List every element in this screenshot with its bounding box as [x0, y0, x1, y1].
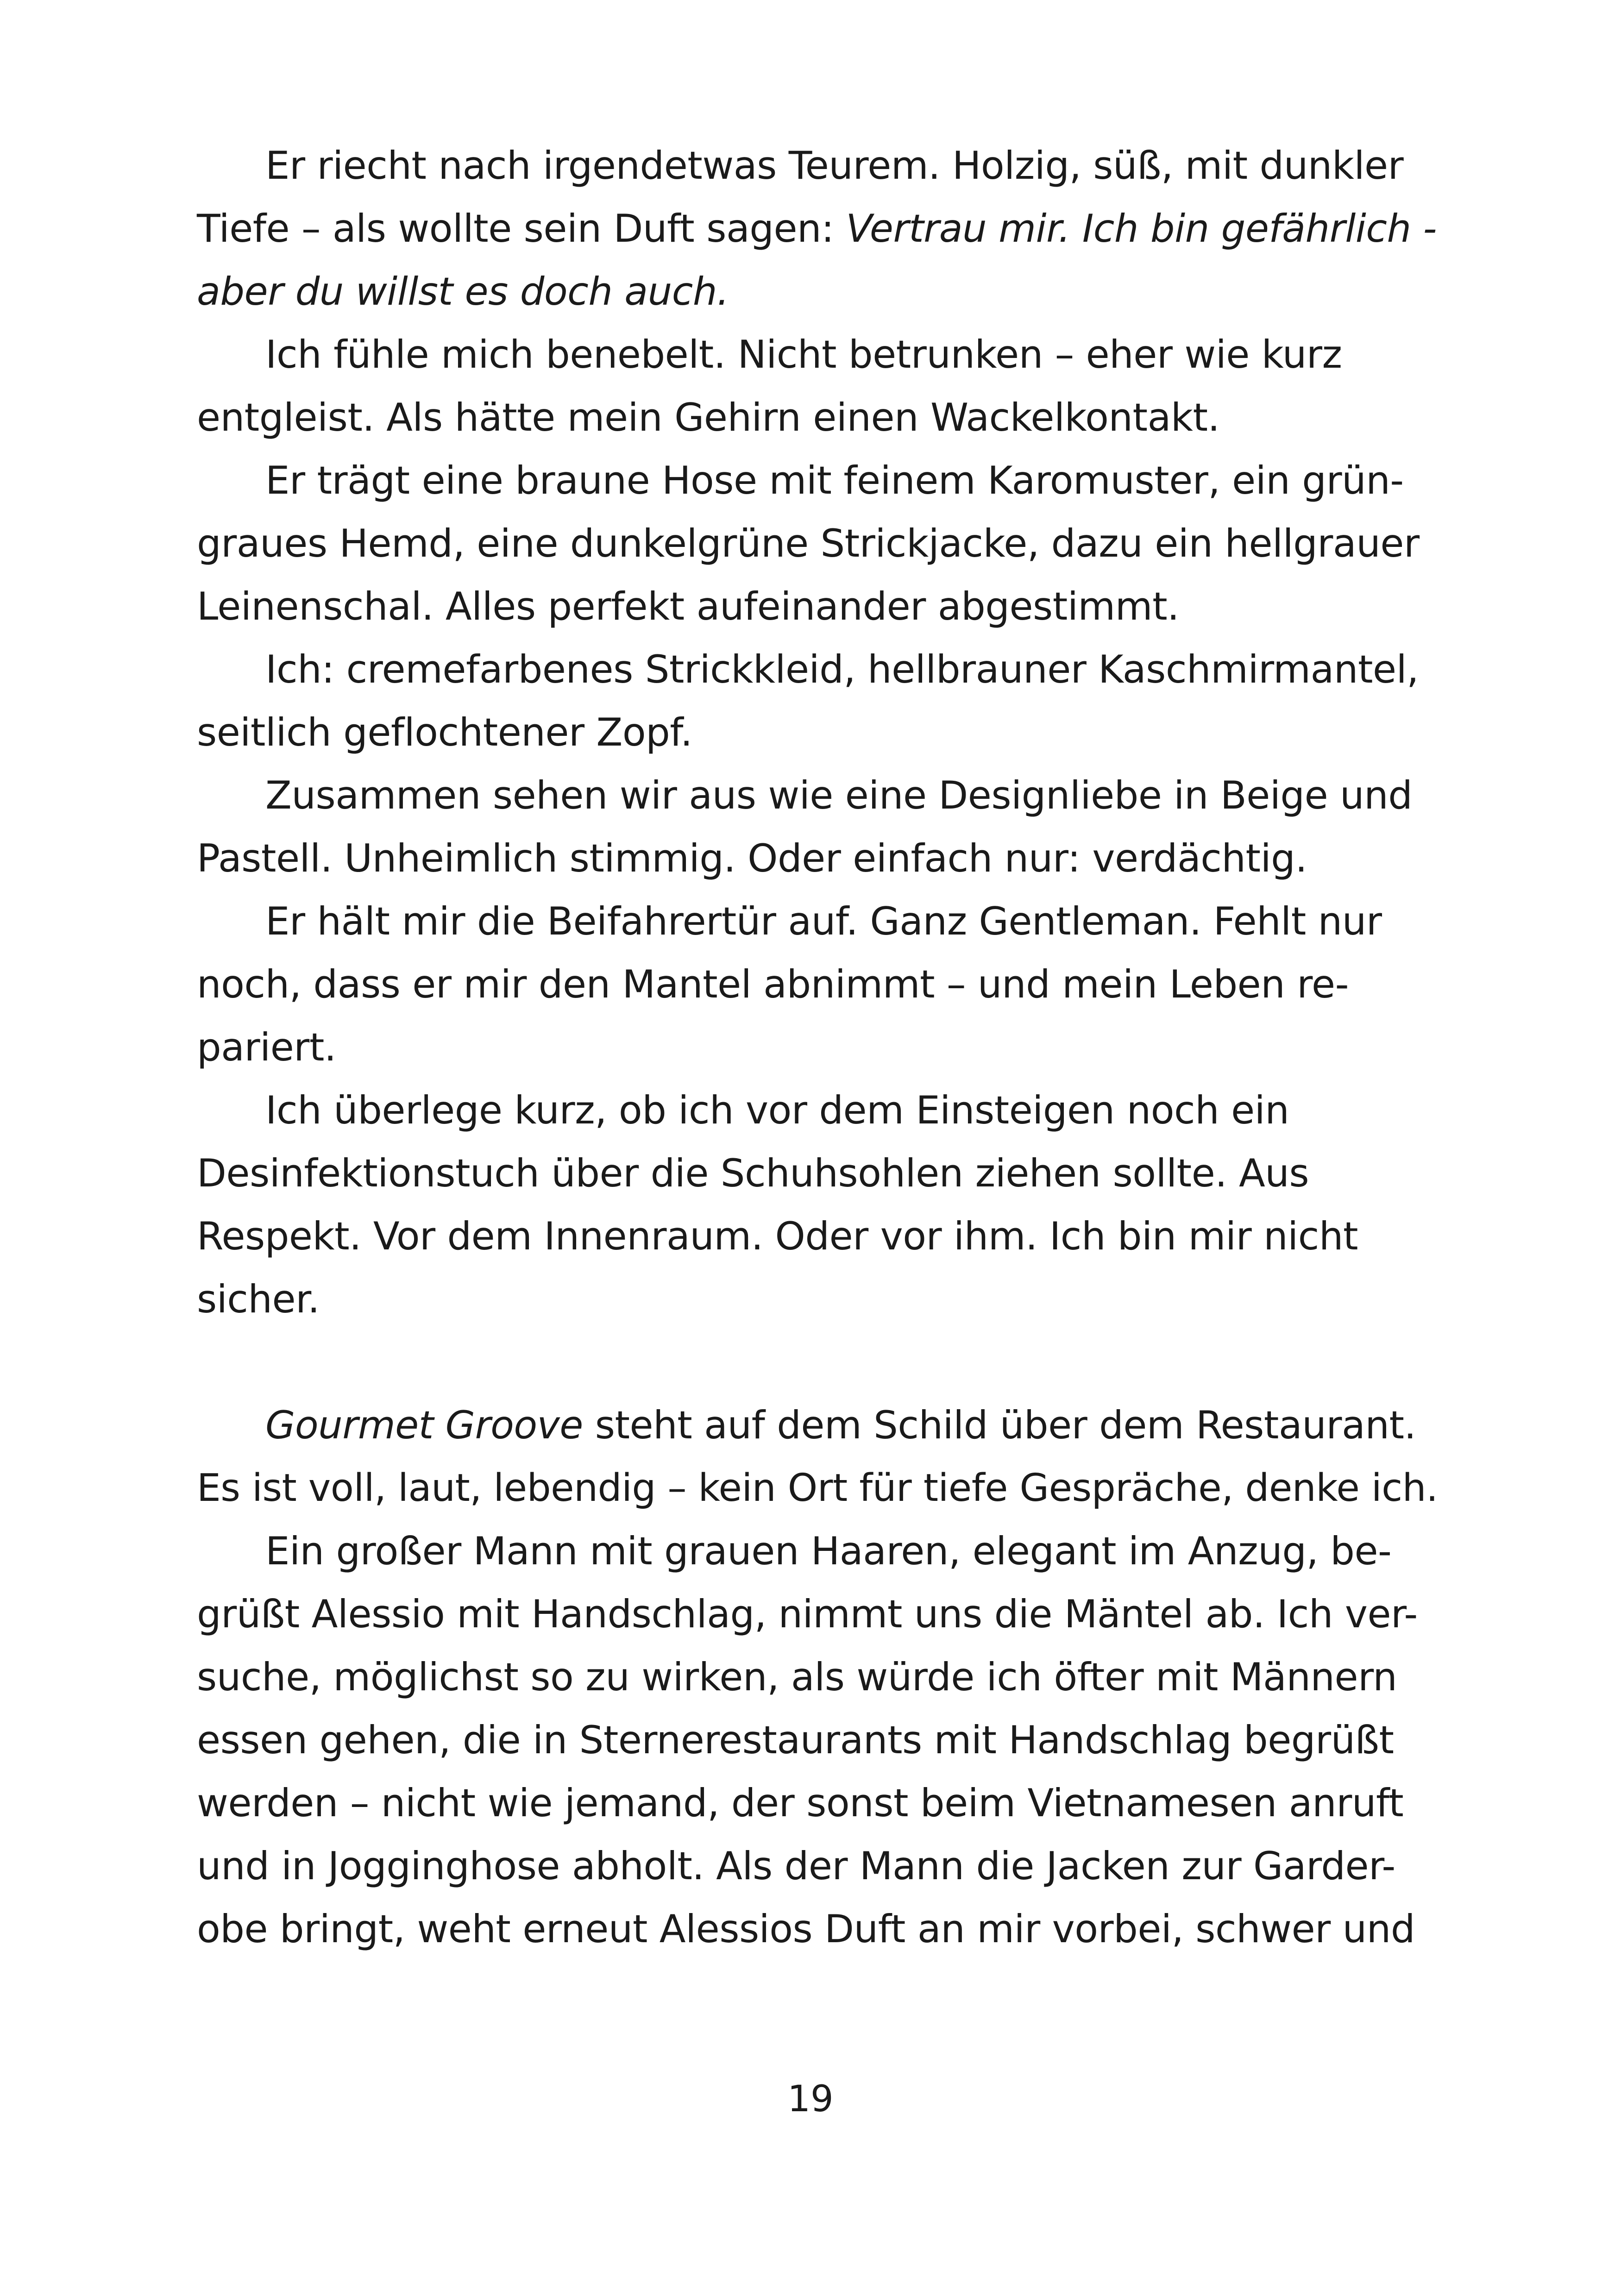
text-line [197, 260, 1438, 323]
text-line [197, 1772, 1438, 1835]
text-line [197, 197, 1438, 260]
text-line [197, 1646, 1438, 1709]
text-line [197, 890, 1438, 953]
line-text: Er trägt eine braune Hose mit feinem Karomuster, ein grün- [265, 458, 1404, 503]
line-text: sicher. [197, 1277, 320, 1322]
text-line [197, 512, 1438, 575]
line-text: Ein großer Mann mit grauen Haaren, elegant im Anzug, be- [265, 1529, 1392, 1574]
text-line [197, 1457, 1438, 1520]
line-text: Ich fühle mich benebelt. Nicht betrunken – eher wie kurz [265, 332, 1342, 377]
line-text: Ich überlege kurz, ob ich vor dem Einsteigen noch ein [265, 1088, 1289, 1133]
text-line [197, 449, 1438, 512]
text-line [197, 827, 1438, 890]
line-text: Leinenschal. Alles perfekt aufeinander abgestimmt. [197, 584, 1180, 629]
line-text: grüßt Alessio mit Handschlag, nimmt uns die Mäntel ab. Ich ver- [197, 1592, 1418, 1637]
text-line [197, 1142, 1438, 1205]
text-line [197, 1898, 1438, 1961]
text-line [197, 638, 1438, 701]
text-line [197, 1583, 1438, 1646]
line-text: essen gehen, die in Sternerestaurants mit Handschlag begrüßt [197, 1718, 1394, 1763]
text-line [197, 1079, 1438, 1142]
italic-text: Gourmet Groove [265, 1403, 583, 1448]
text-line [197, 1205, 1438, 1268]
text-line [197, 1268, 1438, 1331]
line-text: und in Jogginghose abholt. Als der Mann die Jacken zur Garder- [197, 1844, 1395, 1888]
line-text: obe bringt, weht erneut Alessios Duft an mir vorbei, schwer und [197, 1907, 1415, 1951]
body-text [197, 134, 1438, 1961]
italic-text: Vertrau mir. Ich bin gefährlich - [846, 206, 1437, 251]
text-line [197, 575, 1438, 638]
text-line [197, 1520, 1438, 1583]
line-text: steht auf dem Schild über dem Restaurant. [583, 1403, 1416, 1448]
line-text: Es ist voll, laut, lebendig – kein Ort für tiefe Gespräche, denke ich. [197, 1466, 1438, 1510]
line-text: Desinfektionstuch über die Schuhsohlen ziehen sollte. Aus [197, 1151, 1309, 1196]
italic-text: aber du willst es doch auch. [197, 269, 729, 314]
line-text: noch, dass er mir den Mantel abnimmt – und mein Leben re- [197, 962, 1349, 1007]
line-text: Pastell. Unheimlich stimmig. Oder einfach nur: verdächtig. [197, 836, 1307, 881]
line-text: Er riecht nach irgendetwas Teurem. Holzig, süß, mit dunkler [265, 143, 1404, 188]
text-line [197, 323, 1438, 386]
text-line [197, 134, 1438, 197]
line-text: graues Hemd, eine dunkelgrüne Strickjacke, dazu ein hellgrauer [197, 521, 1420, 566]
line-text: Ich: cremefarbenes Strickkleid, hellbrauner Kaschmirmantel, [265, 647, 1419, 692]
line-text: entgleist. Als hätte mein Gehirn einen Wackelkontakt. [197, 395, 1220, 440]
text-line [197, 953, 1438, 1016]
line-text: werden – nicht wie jemand, der sonst beim Vietnamesen anruft [197, 1781, 1404, 1826]
text-line [197, 1394, 1438, 1457]
line-text: suche, möglichst so zu wirken, als würde ich öfter mit Männern [197, 1655, 1397, 1700]
text-line [197, 764, 1438, 827]
line-text: Respekt. Vor dem Innenraum. Oder vor ihm. Ich bin mir nicht [197, 1214, 1358, 1259]
line-text: Er hält mir die Beifahrertür auf. Ganz Gentleman. Fehlt nur [265, 899, 1382, 944]
page-number: 19 [787, 2078, 834, 2120]
line-text: Tiefe – als wollte sein Duft sagen: [197, 206, 846, 251]
line-text: Zusammen sehen wir aus wie eine Designliebe in Beige und [265, 773, 1413, 818]
text-line [197, 1709, 1438, 1772]
text-line [197, 701, 1438, 764]
text-line [197, 1835, 1438, 1898]
line-text: pariert. [197, 1025, 336, 1070]
line-text: seitlich geflochtener Zopf. [197, 710, 692, 755]
paragraph-break [197, 1331, 1438, 1394]
text-line [197, 1016, 1438, 1079]
text-line [197, 386, 1438, 449]
